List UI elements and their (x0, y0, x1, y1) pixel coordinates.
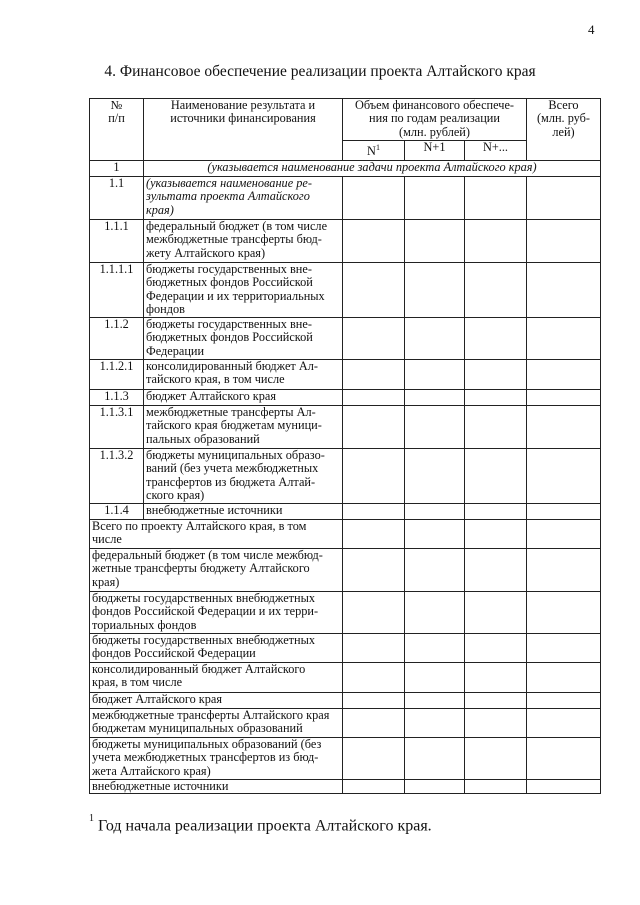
value-cell (343, 263, 405, 318)
value-cell (527, 634, 601, 663)
summary-name: бюджеты государственных внебюджетных фондов Российской Федерации и их терри- ториальных фондов (90, 592, 343, 634)
footnote-marker: 1 (89, 813, 94, 824)
page-number: 4 (588, 22, 595, 37)
table-header-row (90, 99, 601, 141)
value-cell (527, 738, 601, 780)
value-cell (343, 738, 405, 780)
header-total: Всего (млн. руб- лей) (527, 99, 601, 161)
value-cell (343, 449, 405, 504)
value-cell (465, 504, 527, 520)
value-cell (405, 780, 465, 794)
value-cell (465, 360, 527, 390)
table-row (90, 263, 601, 318)
value-cell (465, 549, 527, 592)
summary-row (90, 549, 601, 592)
task-text: (указывается наименование задачи проекта Алтайского края) (144, 161, 601, 177)
summary-name: бюджет Алтайского края (90, 693, 343, 709)
value-cell (405, 738, 465, 780)
footnote (89, 813, 432, 835)
row-num: 1.1.2 (90, 318, 144, 360)
summary-row (90, 780, 601, 794)
row-name: федеральный бюджет (в том числе межбюджетные трансферты бюд- жету Алтайского края) (144, 220, 343, 263)
value-cell (405, 520, 465, 549)
table-row (90, 360, 601, 390)
table-row (90, 449, 601, 504)
value-cell (343, 709, 405, 738)
row-name: бюджеты государственных вне- бюджетных фондов Российской Федерации (144, 318, 343, 360)
value-cell (343, 520, 405, 549)
value-cell (343, 592, 405, 634)
row-name: бюджеты государственных вне- бюджетных фондов Российской Федерации и их территориальных фондов (144, 263, 343, 318)
value-cell (465, 738, 527, 780)
value-cell (405, 406, 465, 449)
row-name: бюджет Алтайского края (144, 390, 343, 406)
summary-row (90, 693, 601, 709)
financing-table (89, 98, 601, 794)
value-cell (527, 780, 601, 794)
row-name: (указывается наименование ре- зультата проекта Алтайского края) (144, 177, 343, 220)
row-name: внебюджетные источники (144, 504, 343, 520)
header-volume: Объем финансового обеспече- ния по годам реализации (млн. рублей) (343, 99, 527, 141)
value-cell (465, 390, 527, 406)
summary-name: внебюджетные источники (90, 780, 343, 794)
value-cell (465, 709, 527, 738)
header-num: № п/п (90, 99, 144, 161)
table-row (90, 390, 601, 406)
value-cell (465, 634, 527, 663)
row-name: бюджеты муниципальных образо- ваний (без учета межбюджетных трансфертов из бюджета Алтай- ского края) (144, 449, 343, 504)
value-cell (343, 318, 405, 360)
summary-name: консолидированный бюджет Алтайского края, в том числе (90, 663, 343, 693)
value-cell (343, 177, 405, 220)
summary-name: бюджеты муниципальных образований (без учета межбюджетных трансфертов из бюд- жета Алтайского края) (90, 738, 343, 780)
value-cell (405, 449, 465, 504)
value-cell (465, 592, 527, 634)
value-cell (405, 634, 465, 663)
summary-row (90, 634, 601, 663)
value-cell (343, 220, 405, 263)
value-cell (405, 360, 465, 390)
summary-row (90, 738, 601, 780)
value-cell (465, 220, 527, 263)
value-cell (527, 592, 601, 634)
row-num: 1.1 (90, 177, 144, 220)
year-n-label: N (367, 144, 376, 159)
value-cell (465, 318, 527, 360)
value-cell (343, 504, 405, 520)
value-cell (527, 390, 601, 406)
row-name: межбюджетные трансферты Ал- тайского края бюджетам муници- пальных образований (144, 406, 343, 449)
value-cell (343, 360, 405, 390)
table-row (90, 406, 601, 449)
value-cell (465, 406, 527, 449)
row-num: 1.1.4 (90, 504, 144, 520)
value-cell (465, 449, 527, 504)
value-cell (343, 780, 405, 794)
row-num: 1.1.1 (90, 220, 144, 263)
value-cell (343, 693, 405, 709)
value-cell (527, 504, 601, 520)
summary-name: межбюджетные трансферты Алтайского края бюджетам муниципальных образований (90, 709, 343, 738)
task-row (90, 161, 601, 177)
year-n-footnote-marker: 1 (375, 143, 380, 152)
header-year-n1: N+1 (405, 141, 465, 161)
table-row (90, 220, 601, 263)
value-cell (405, 390, 465, 406)
value-cell (527, 449, 601, 504)
row-name: консолидированный бюджет Ал- тайского края, в том числе (144, 360, 343, 390)
value-cell (527, 663, 601, 693)
value-cell (405, 693, 465, 709)
value-cell (465, 663, 527, 693)
value-cell (405, 663, 465, 693)
row-num: 1.1.2.1 (90, 360, 144, 390)
table-row (90, 177, 601, 220)
value-cell (343, 663, 405, 693)
value-cell (405, 263, 465, 318)
value-cell (465, 263, 527, 318)
summary-name: Всего по проекту Алтайского края, в том числе (90, 520, 343, 549)
value-cell (405, 220, 465, 263)
header-name: Наименование результата и источники финансирования (144, 99, 343, 161)
value-cell (465, 693, 527, 709)
value-cell (405, 177, 465, 220)
summary-row (90, 520, 601, 549)
value-cell (405, 549, 465, 592)
row-num: 1.1.3.1 (90, 406, 144, 449)
value-cell (405, 592, 465, 634)
value-cell (527, 520, 601, 549)
section-title: 4. Финансовое обеспечение реализации проекта Алтайского края (104, 63, 536, 80)
row-num: 1.1.3 (90, 390, 144, 406)
value-cell (343, 634, 405, 663)
value-cell (343, 390, 405, 406)
footnote-text: Год начала реализации проекта Алтайского края. (98, 817, 432, 835)
value-cell (527, 177, 601, 220)
value-cell (465, 177, 527, 220)
value-cell (527, 318, 601, 360)
table-row (90, 318, 601, 360)
summary-row (90, 592, 601, 634)
summary-row (90, 709, 601, 738)
value-cell (405, 318, 465, 360)
row-num: 1.1.1.1 (90, 263, 144, 318)
value-cell (465, 780, 527, 794)
header-year-nmore: N+... (465, 141, 527, 161)
value-cell (527, 693, 601, 709)
summary-name: федеральный бюджет (в том числе межбюд- жетные трансферты бюджету Алтайского края) (90, 549, 343, 592)
value-cell (527, 406, 601, 449)
table-row (90, 504, 601, 520)
value-cell (405, 709, 465, 738)
value-cell (527, 360, 601, 390)
value-cell (527, 709, 601, 738)
summary-name: бюджеты государственных внебюджетных фондов Российской Федерации (90, 634, 343, 663)
value-cell (465, 520, 527, 549)
value-cell (405, 504, 465, 520)
value-cell (527, 549, 601, 592)
value-cell (343, 549, 405, 592)
summary-row (90, 663, 601, 693)
row-num: 1.1.3.2 (90, 449, 144, 504)
value-cell (527, 220, 601, 263)
value-cell (527, 263, 601, 318)
value-cell (343, 406, 405, 449)
header-year-n (343, 141, 405, 161)
task-num: 1 (90, 161, 144, 177)
